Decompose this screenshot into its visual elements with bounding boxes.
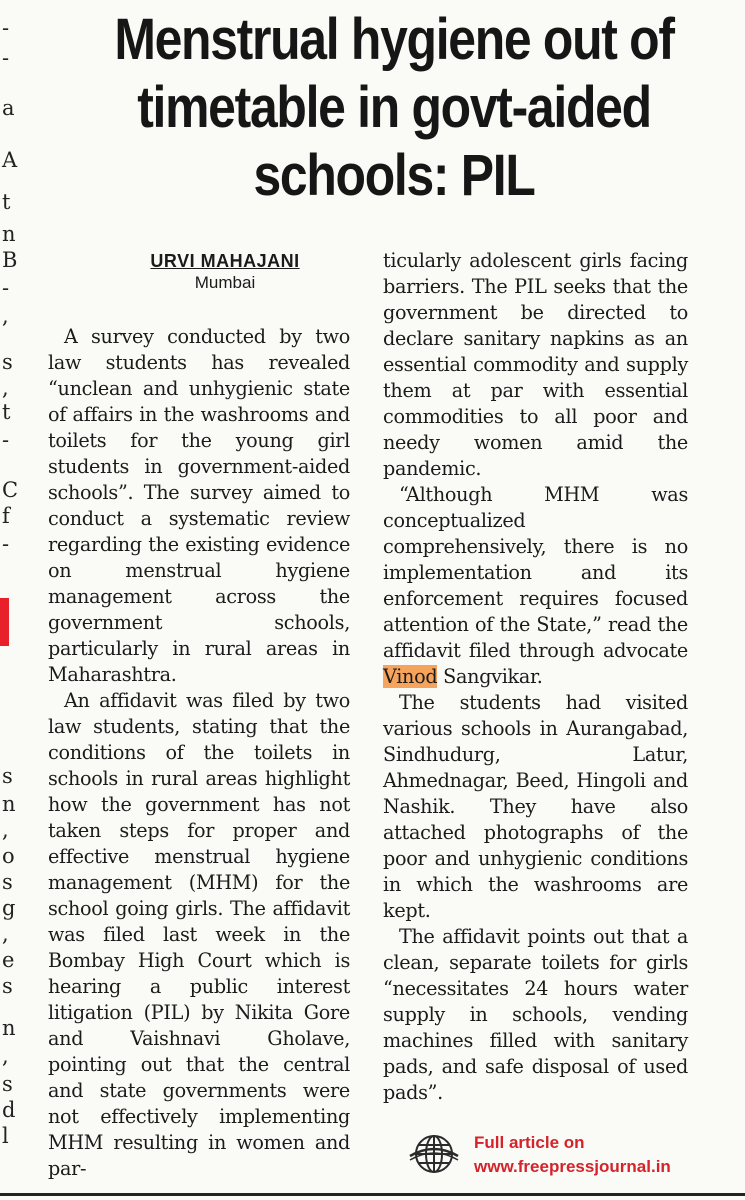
fragment-char: s — [2, 350, 13, 374]
fragment-char: - — [2, 428, 10, 452]
fragment-char: s — [2, 764, 13, 788]
article-column-2 — [383, 248, 688, 1106]
fragment-char: e — [2, 948, 15, 972]
article-column-1 — [48, 324, 350, 1182]
highlighted-name: Vinod — [383, 665, 438, 688]
fragment-char: t — [2, 400, 11, 424]
fragment-char: a — [2, 96, 15, 120]
quote-text-end: Sangvikar. — [437, 665, 543, 688]
dateline-location: Mumbai — [194, 273, 256, 292]
fragment-char: g — [2, 896, 16, 920]
fragment-char: A — [2, 148, 18, 172]
fragment-char: C — [2, 478, 19, 502]
fragment-char: , — [2, 922, 9, 946]
bottom-rule — [0, 1193, 745, 1196]
promo-text — [474, 1131, 671, 1179]
promo-line: Full article on — [474, 1133, 585, 1152]
fragment-char: l — [2, 1124, 9, 1148]
fragment-char: , — [2, 818, 9, 842]
adjacent-column-fragment — [0, 0, 30, 1200]
fragment-char: n — [2, 792, 16, 816]
fragment-char: , — [2, 304, 9, 328]
fragment-char: - — [2, 532, 10, 556]
fragment-char: - — [2, 276, 10, 300]
globe-icon — [408, 1134, 460, 1174]
byline — [100, 250, 350, 294]
fragment-char: f — [2, 504, 10, 528]
fragment-char: s — [2, 870, 13, 894]
quote-text: “Although MHM was conceptualized comprehensively, there is no implementation and its enforcement requires focused attention of the State,” read the affidavit filed through advocate — [383, 483, 688, 662]
fragment-char: , — [2, 376, 9, 400]
paragraph: An affidavit was filed by two law students, stating that the conditions of the toilets in schools in rural areas highlight how the government has not taken steps for proper and effective menstrual hygiene management (MHM) for the school going girls. The affidavit was filed last week in the Bombay High Court which is hearing a public interest litigation (PIL) by Nikita Gore and Vaishnavi Gholave, pointing out that the central and state governments were not effectively implementing MHM resulting in women and par- — [48, 689, 350, 1180]
fragment-char: n — [2, 1016, 16, 1040]
fragment-char: , — [2, 1044, 9, 1068]
full-article-promo[interactable] — [408, 1128, 708, 1188]
red-marker — [0, 598, 9, 646]
paragraph: The affidavit points out that a clean, separate toilets for girls “necessitates 24 hours water supply in schools, vending machines filled with sanitary pads, and safe disposal of used pads”. — [383, 925, 688, 1104]
paragraph: ticularly adolescent girls facing barriers. The PIL seeks that the government be directed to declare sanitary napkins as an essential commodity and supply them at par with essential commodities to all poor and needy women amid the pandemic. — [383, 249, 688, 480]
headline: Menstrual hygiene out of timetable in govt-aided schools: PIL — [114, 7, 674, 208]
promo-url-link[interactable]: www.freepressjournal.in — [474, 1157, 671, 1176]
fragment-char: o — [2, 844, 15, 868]
fragment-char: d — [2, 1098, 16, 1122]
fragment-char: s — [2, 974, 13, 998]
paragraph — [383, 482, 688, 690]
paragraph: A survey conducted by two law students has revealed “unclean and unhygienic state of affairs in the washrooms and toilets for the young girl students in government-aided schools”. The survey aimed to conduct a systematic review regarding the existing evidence on menstrual hygiene management across the government schools, particularly in rural areas in Maharashtra. — [48, 325, 350, 686]
fragment-char: - — [2, 16, 10, 40]
fragment-char: s — [2, 1072, 13, 1096]
fragment-char: - — [2, 46, 10, 70]
fragment-char: n — [2, 222, 16, 246]
author-name: URVI MAHAJANI — [150, 251, 300, 271]
fragment-char: t — [2, 190, 11, 214]
fragment-char: B — [2, 248, 18, 272]
paragraph: The students had visited various schools in Aurangabad, Sindhudurg, Latur, Ahmednagar, Beed, Hingoli and Nashik. They have also attached photographs of the poor and unhygienic conditions in which the washrooms are kept. — [383, 691, 688, 922]
